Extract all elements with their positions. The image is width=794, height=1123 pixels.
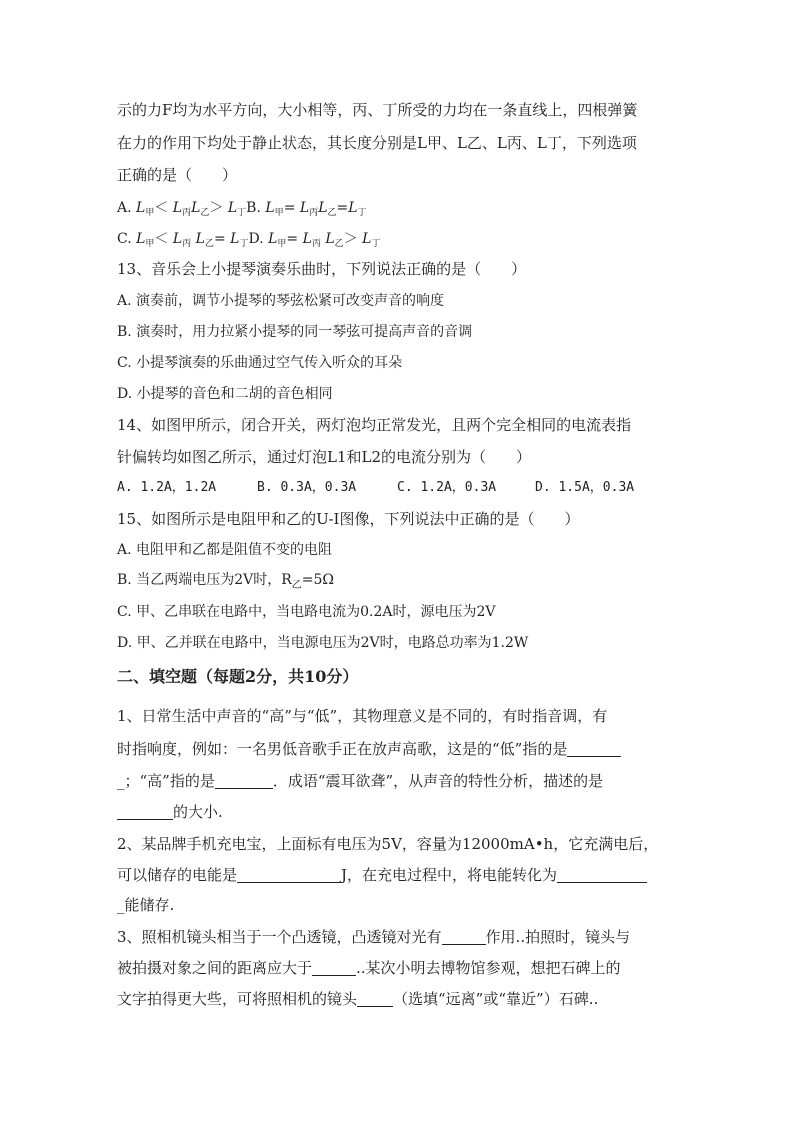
fill2-line-2 [117,864,677,886]
fill3-line-1 [117,926,677,948]
fill3-line-3 [117,988,677,1010]
length-symbol: L [362,231,372,247]
q14-option-b: B. 0.3A，0.3A [257,480,357,495]
fill2-line-1: 2、某品牌手机充电宝，上面标有电压为5V，容量为12000mA•h，它充满电后， [117,835,659,853]
subscript: 甲 [145,239,155,249]
q15-option-a: A. 电阻甲和乙都是阻值不变的电阻 [117,542,333,558]
subscript: 乙 [200,208,210,218]
operator: ＞ [343,231,363,247]
length-symbol: L [318,200,328,216]
fill1-text: ．成语“震耳欲聋”，从声音的特性分析，描述的是 [272,772,604,790]
q12-option-ab [117,197,677,224]
length-symbol: L [191,231,205,247]
q14-line-2: 针偏转均如图乙所示，通过灯泡L1和L2的电流分别为（ ） [117,448,532,466]
answer-blank[interactable] [442,928,486,945]
fill2-text: 可以储存的电能是 [117,866,238,884]
q13-option-b: B. 演奏时，用力拉紧小提琴的同一琴弦可提高声音的音调 [117,324,473,340]
answer-blank[interactable] [557,866,647,883]
operator: ＜ [154,231,173,247]
fill3-text: 3、照相机镜头相当于一个凸透镜，凸透镜对光有 [117,928,442,946]
q12-line-3: 正确的是（ ） [117,166,238,184]
option-d-label: D. [248,231,269,247]
subscript: 乙 [327,208,337,218]
q12-option-cd [117,228,677,255]
subscript: 甲 [145,208,155,218]
operator: ＞ [209,200,228,216]
fill3-text: 被拍摄对象之间的距离应大于 [117,959,313,977]
fill1-text: 时指响度，例如：一名男低音歌手正在放声高歌，这是的“低”指的是 [117,740,568,758]
fill3-text: 文字拍得更大些，可将照相机的镜头 [117,990,358,1008]
length-symbol: L [172,200,183,216]
subscript: 乙 [204,239,214,249]
fill2-line-3: _能储存. [117,896,175,914]
operator: ＜ [154,200,173,216]
fill1-line-3 [117,770,677,792]
subscript: 乙 [334,239,344,249]
operator: = [336,200,349,216]
operator: = [213,231,231,247]
subscript: 丁 [239,239,249,249]
answer-blank[interactable] [357,990,393,1007]
fill1-line-4 [117,801,677,823]
subscript: 甲 [277,239,287,249]
option-c-label: C. [117,231,137,247]
q13-stem: 13、音乐会上小提琴演奏乐曲时，下列说法正确的是（ ） [117,260,527,278]
fill2-text: J，在充电过程中，将电能转化为 [341,866,558,884]
length-symbol: L [230,231,240,247]
answer-blank[interactable] [567,740,621,757]
answer-blank[interactable] [237,866,341,883]
length-symbol: L [299,200,310,216]
length-symbol: L [191,200,201,216]
subscript: 丁 [371,239,381,249]
section-heading: 二、填空题（每题2分，共10分） [117,667,359,686]
answer-blank[interactable] [117,803,173,820]
fill3-text: ..某次小明去博物馆参观，想把石碑上的 [356,959,621,977]
q15-option-d: D. 甲、乙并联在电路中，当电源电压为2V时，电路总功率为1.2W [117,635,529,651]
q13-option-c: C. 小提琴演奏的乐曲通过空气传入听众的耳朵 [117,355,403,371]
q15-option-b-text: B. 当乙两端电压为2V时，R [117,572,292,588]
answer-blank[interactable] [312,959,356,976]
q14-option-d: D. 1.5A，0.3A [535,480,635,495]
q15-stem: 15、如图所示是电阻甲和乙的U-I图像，下列说法中正确的是（ ） [117,510,580,528]
subscript: 丙 [182,239,192,249]
fill3-text: （选填“远离”或“靠近”）石碑.. [393,990,599,1008]
subscript: 甲 [274,208,284,218]
length-symbol: L [348,200,358,216]
q12-line-1: 示的力F均为水平方向，大小相等，丙、丁所受的力均在一条直线上，四根弹簧 [117,101,638,119]
q13-option-d: D. 小提琴的音色和二胡的音色相同 [117,386,333,402]
q12-line-2: 在力的作用下均处于静止状态，其长度分别是L甲、L乙、L丙、L丁，下列选项 [117,134,637,152]
operator: = [283,200,300,216]
length-symbol: L [136,200,146,216]
length-symbol: L [320,231,335,247]
q15-option-b-value: =5Ω [301,572,334,588]
subscript: 丙 [182,208,192,218]
fill1-line-1: 1、日常生活中声音的“高”与“低”，其物理意义是不同的，有时指音调，有 [117,707,608,725]
operator: = [286,231,303,247]
option-a-label: A. [117,200,137,216]
q14-line-1: 14、如图甲所示，闭合开关，两灯泡均正常发光，且两个完全相同的电流表指 [117,416,632,434]
answer-blank[interactable] [215,772,273,789]
subscript: 乙 [291,580,302,591]
q14-option-a: A. 1.2A，1.2A [117,480,217,495]
length-symbol: L [268,231,278,247]
option-b-label: B. [246,200,266,216]
q15-option-c: C. 甲、乙串联在电路中，当电路电流为0.2A时，源电压为2V [117,604,496,620]
length-symbol: L [302,231,312,247]
subscript: 丁 [357,208,367,218]
fill1-text: 的大小. [173,803,223,821]
fill3-line-2 [117,957,677,979]
fill1-text: _；“高”指的是 [117,772,215,790]
length-symbol: L [265,200,275,216]
subscript: 丁 [237,208,247,218]
subscript: 丙 [311,239,321,249]
length-symbol: L [136,231,146,247]
fill1-line-2 [117,738,677,760]
length-symbol: L [172,231,183,247]
length-symbol: L [227,200,238,216]
q15-option-b [117,569,677,597]
q13-option-a: A. 演奏前，调节小提琴的琴弦松紧可改变声音的响度 [117,293,445,309]
q14-option-c: C. 1.2A，0.3A [397,480,497,495]
subscript: 丙 [309,208,319,218]
fill3-text: 作用..拍照时，镜头与 [485,928,631,946]
